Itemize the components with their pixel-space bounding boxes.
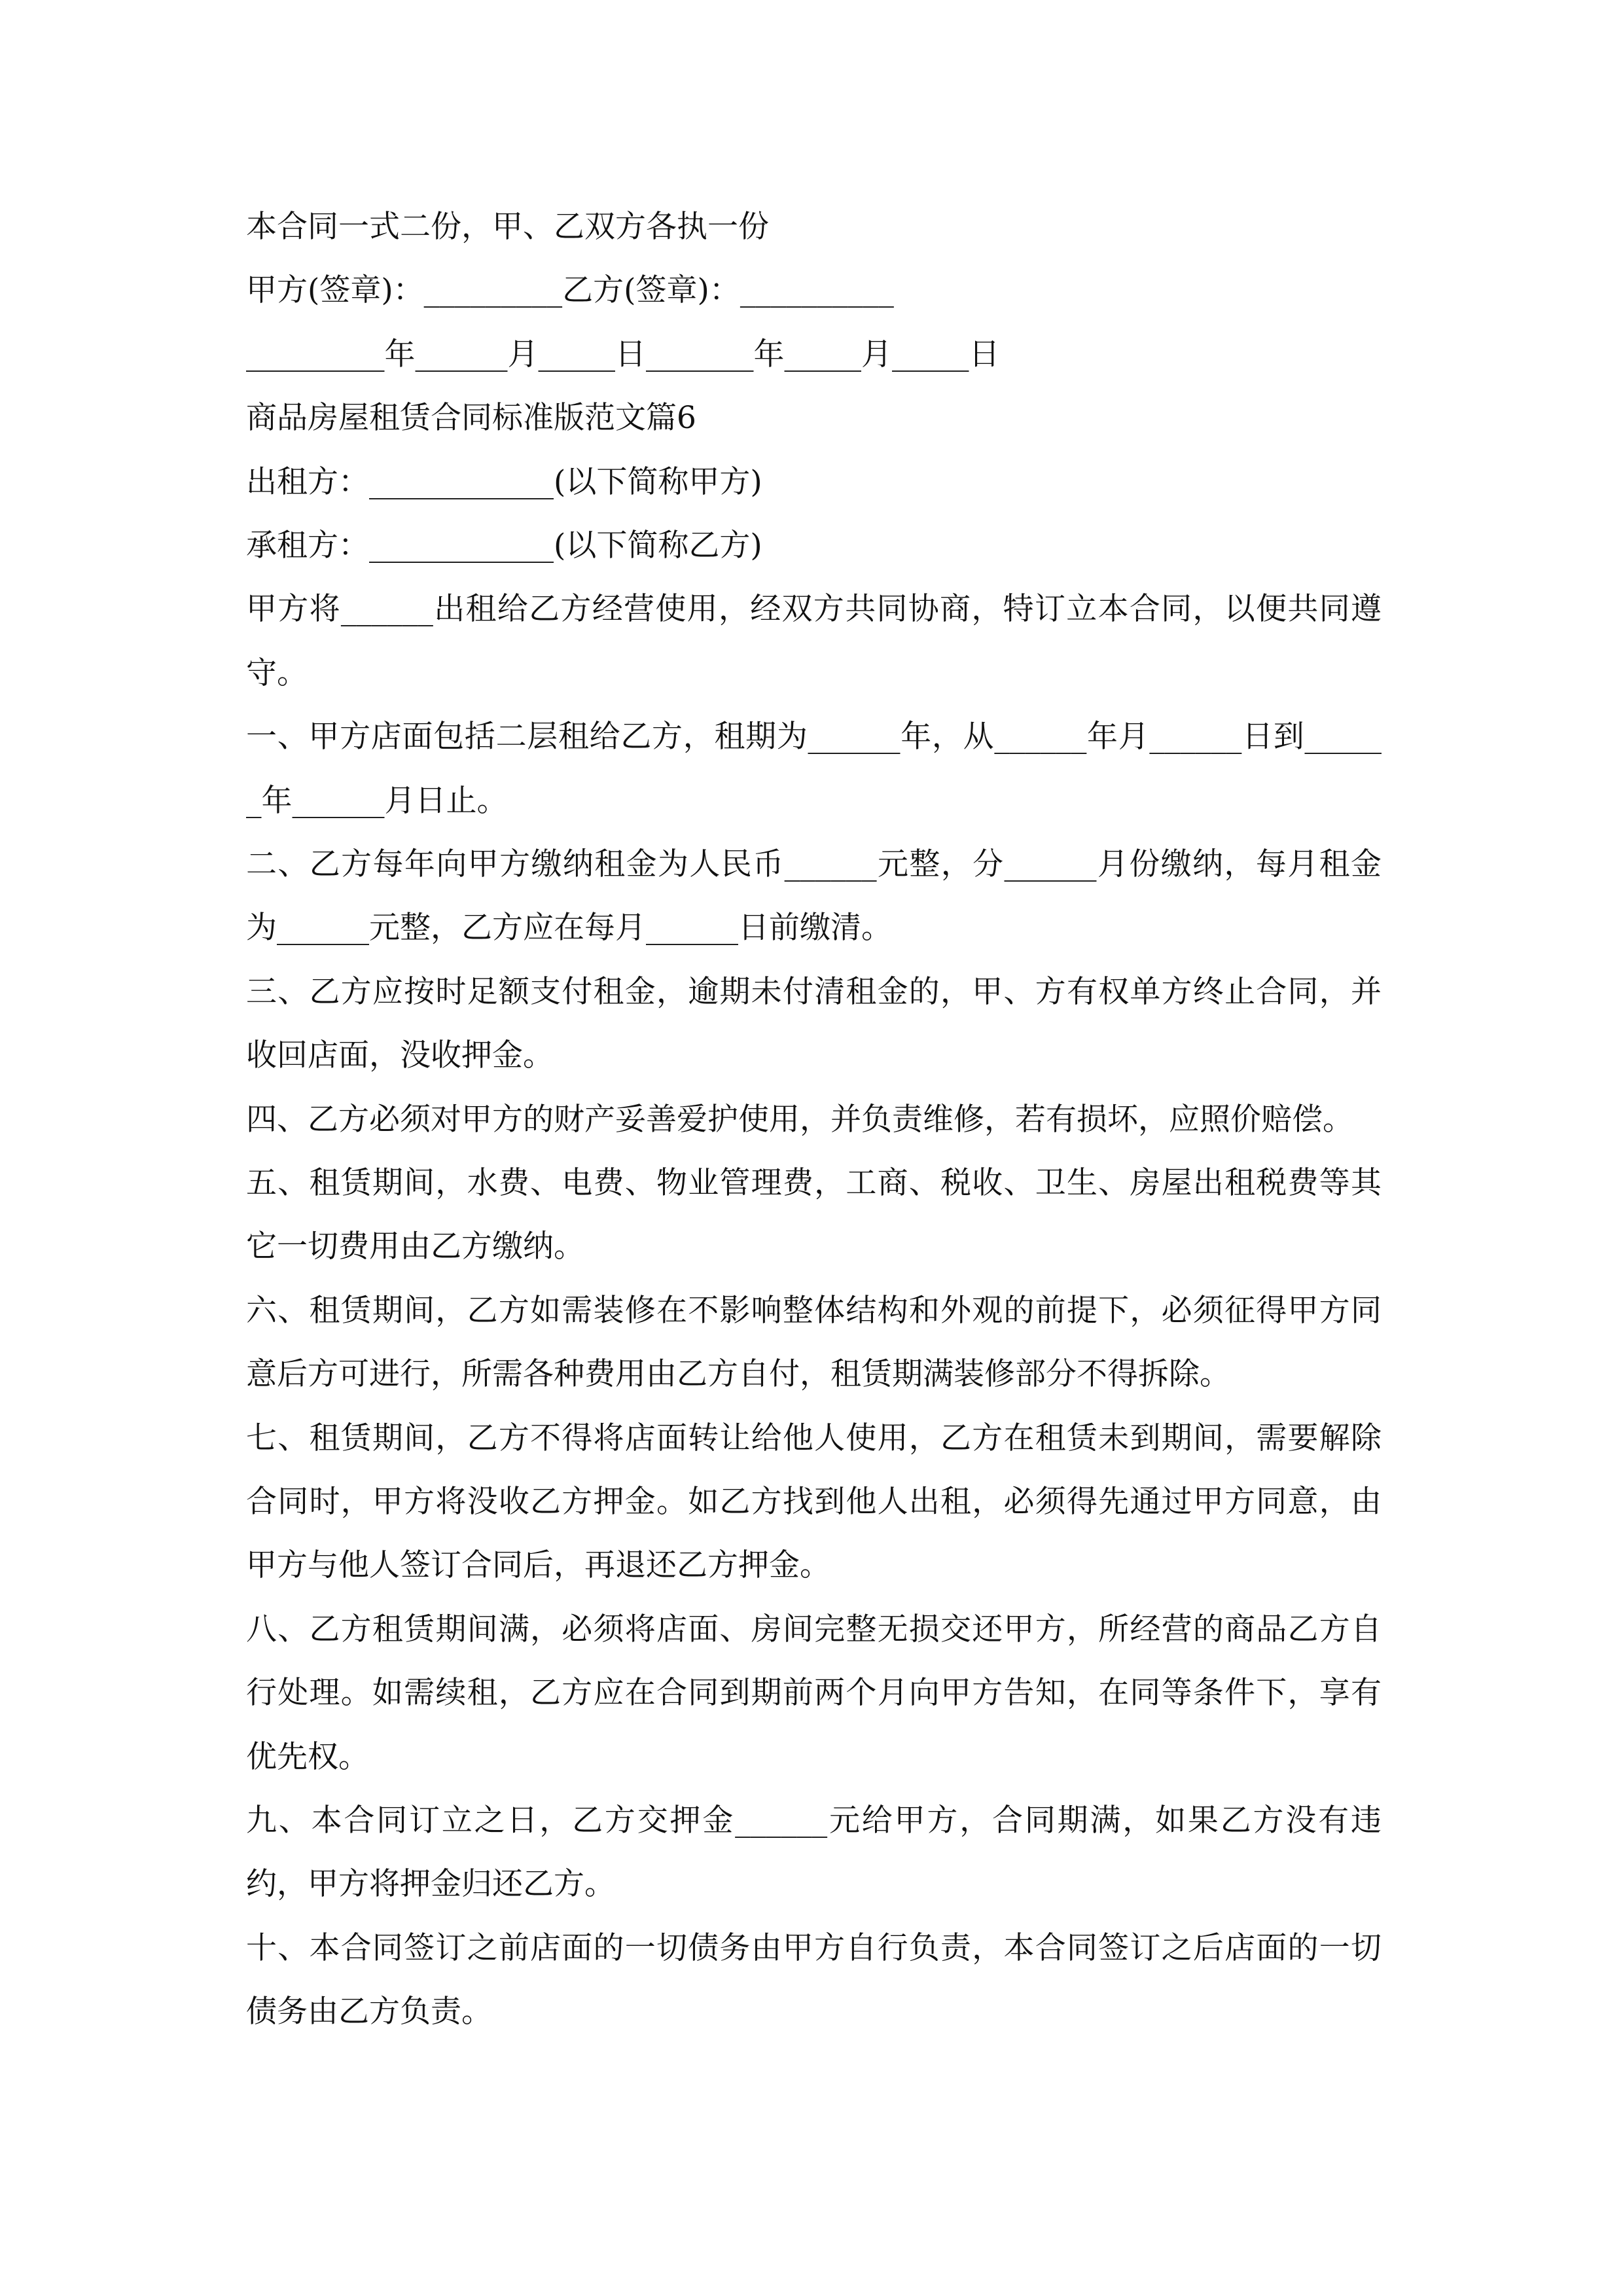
lessor-line: 出租方：____________(以下简称甲方) <box>246 463 762 500</box>
clause-7: 七、租赁期间，乙方不得将店面转让给他人使用，乙方在租赁未到期间，需要解除合同时，甲方将没收乙方押金。如乙方找到他人出租，必须得先通过甲方同意，由甲方与他人签订合同后，再退还乙方押金。 <box>246 1420 1382 1584</box>
document-body <box>246 195 1382 2044</box>
date-line: _________年______月_____日_______年_____月_____日 <box>246 336 1000 372</box>
lessee-line: 承租方：____________(以下简称乙方) <box>246 527 762 564</box>
contract-title: 商品房屋租赁合同标准版范文篇6 <box>246 400 696 437</box>
clause-10: 十、本合同签订之前店面的一切债务由甲方自行负责，本合同签订之后店面的一切债务由乙方负责。 <box>246 1929 1382 2030</box>
copies-clause: 本合同一式二份，甲、乙双方各执一份 <box>246 209 769 245</box>
clause-4: 四、乙方必须对甲方的财产妥善爱护使用，并负责维修，若有损坏，应照价赔偿。 <box>246 1101 1353 1138</box>
clause-6: 六、租赁期间，乙方如需装修在不影响整体结构和外观的前提下，必须征得甲方同意后方可进行，所需各种费用由乙方自付，租赁期满装修部分不得拆除。 <box>246 1292 1382 1393</box>
preamble-paragraph: 甲方将______出租给乙方经营使用，经双方共同协商，特订立本合同，以便共同遵守。 <box>246 591 1382 691</box>
clause-2: 二、乙方每年向甲方缴纳租金为人民币______元整，分______月份缴纳，每月租金为______元整，乙方应在每月______日前缴清。 <box>246 846 1382 946</box>
clause-5: 五、租赁期间，水费、电费、物业管理费，工商、税收、卫生、房屋出租税费等其它一切费用由乙方缴纳。 <box>246 1165 1382 1265</box>
clause-8: 八、乙方租赁期间满，必须将店面、房间完整无损交还甲方，所经营的商品乙方自行处理。如需续租，乙方应在合同到期前两个月向甲方告知，在同等条件下，享有优先权。 <box>246 1611 1382 1775</box>
signature-line: 甲方(签章)：_________乙方(签章)：__________ <box>246 272 894 309</box>
clause-3: 三、乙方应按时足额支付租金，逾期未付清租金的，甲、方有权单方终止合同，并收回店面，没收押金。 <box>246 973 1382 1074</box>
clause-9: 九、本合同订立之日，乙方交押金______元给甲方，合同期满，如果乙方没有违约，甲方将押金归还乙方。 <box>246 1803 1382 1903</box>
clause-1: 一、甲方店面包括二层租给乙方，租期为______年，从______年月______日到______年______月日止。 <box>246 719 1382 819</box>
